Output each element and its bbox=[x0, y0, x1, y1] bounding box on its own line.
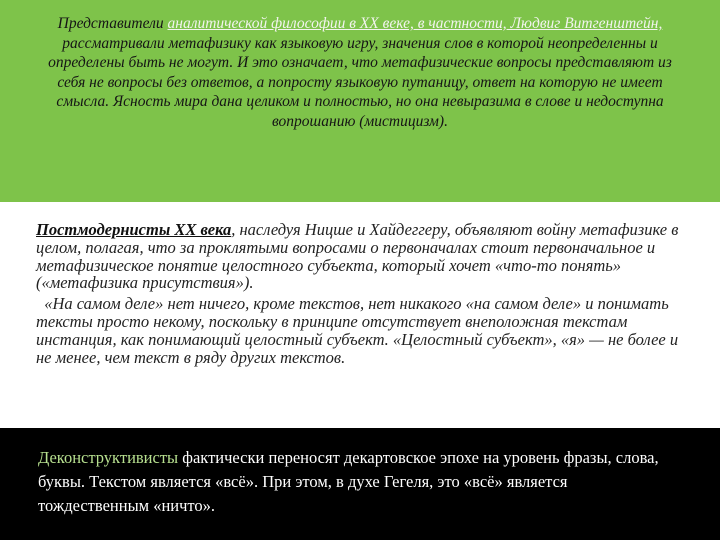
section3-text: фактически переносят декартовское эпохе на уровень фразы, слова, буквы. Текстом является «всё». При этом, в духе Гегеля, это «всё» является тождественным «ничто». bbox=[38, 448, 659, 515]
section3-lead: Деконструктивисты bbox=[38, 448, 179, 467]
section2-paragraph1 bbox=[36, 221, 680, 292]
section1-part1: Представители bbox=[57, 15, 168, 32]
section2-paragraph1-text: , наследуя Ницше и Хайдеггеру, объявляют войну метафизике в целом, полагая, что за проклятыми вопросами о первоначалах стоит первоначальное и метафизическое понятие целостного субъекта, который хочет «что-то понять» («метафизика присутствия»). bbox=[36, 220, 679, 293]
white-text-block bbox=[0, 202, 720, 428]
section2-lead: Постмодернисты XX века bbox=[36, 220, 232, 239]
section2-paragraph2 bbox=[36, 295, 680, 366]
section1-highlight: аналитической философии в XX веке, в частности, Людвиг Витгенштейн, bbox=[167, 15, 663, 32]
green-text-block bbox=[0, 0, 720, 202]
section2-paragraph2-text: «На самом деле» нет ничего, кроме текстов, нет никакого «на самом деле» и понимать тексты просто некому, поскольку в принципе отсутствует внеположная текстам инстанция, как понимающий целостный субъект. «Целостный субъект», «я» — не более и не менее, чем текст в ряду других текстов. bbox=[36, 294, 679, 367]
section1-part3: рассматривали метафизику как языковую игру, значения слов в которой неопределенны и определены быть не могут. И это означает, что метафизические вопросы представляют из себя не вопросы без ответов, а попросту языковую путаницу, ответ на которую не имеет смысла. Ясность мира дана целиком и полностью, но она невыразима в слове и недоступна вопрошанию (мистицизм). bbox=[48, 34, 672, 130]
black-text-block bbox=[0, 428, 720, 540]
